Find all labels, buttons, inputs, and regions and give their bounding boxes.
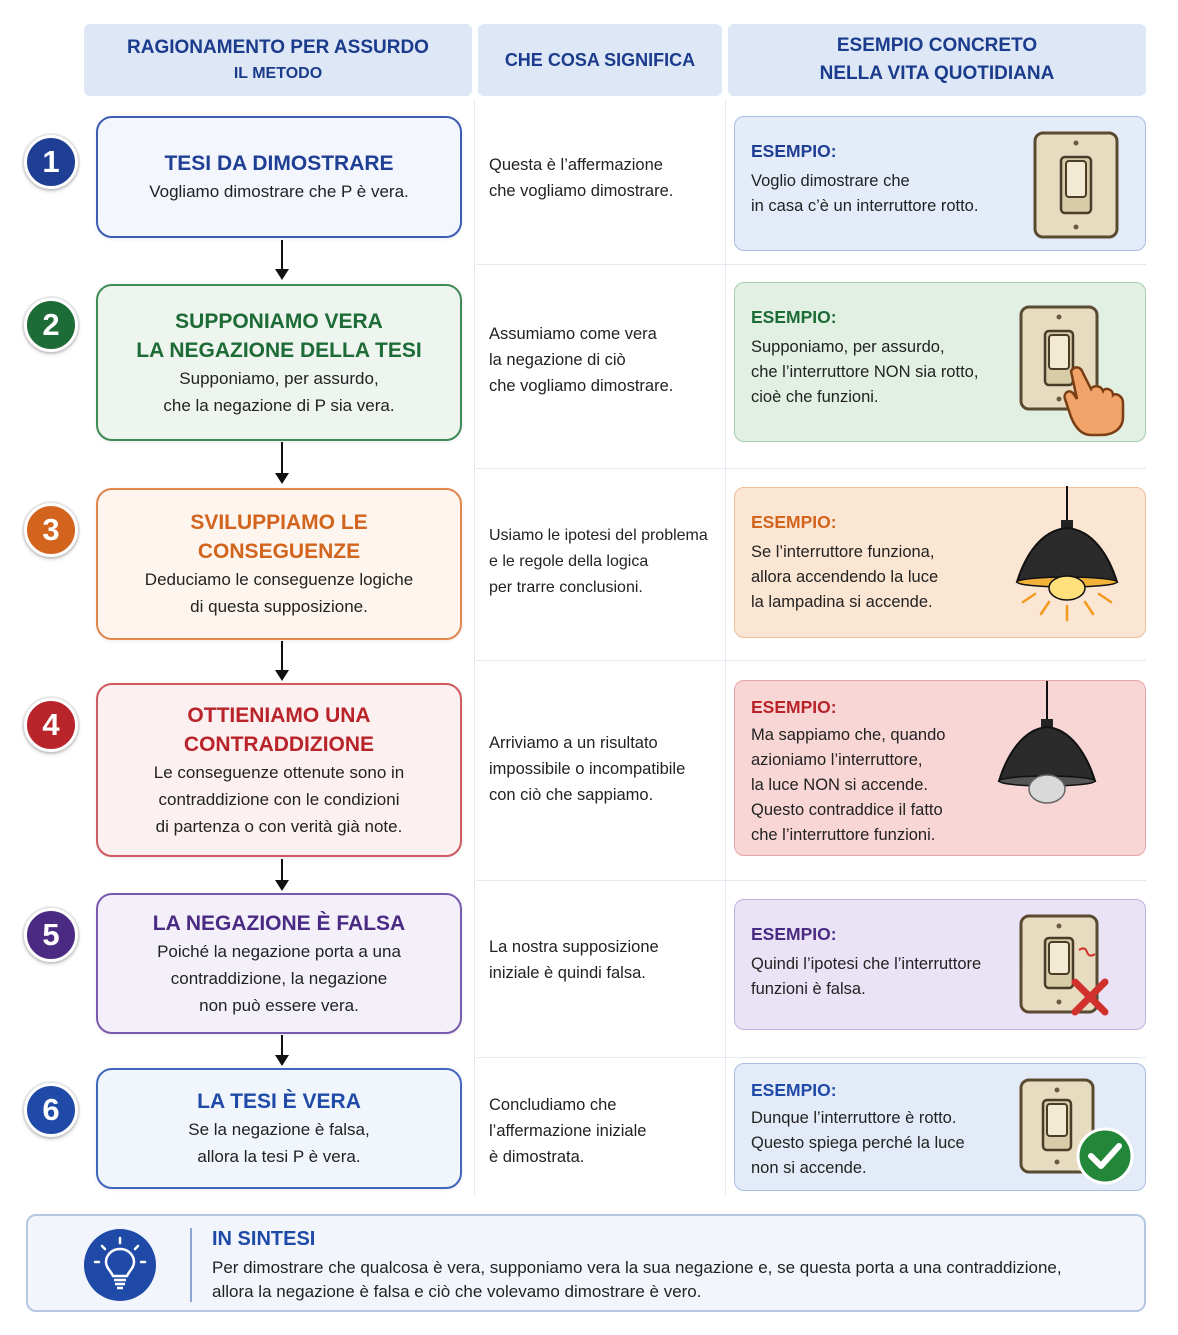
example-text: Se l’interruttore funziona, allora accendendo la luce la lampadina si accende. [751,543,939,611]
step-description: Se la negazione è falsa, allora la tesi P è vera. [188,1120,370,1166]
switch-check-icon [1019,1078,1135,1188]
lightbulb-icon [84,1229,156,1301]
flow-arrow [279,442,285,486]
summary-title: IN SINTESI [212,1228,316,1250]
column-divider [474,100,475,1195]
row-divider [476,660,1146,661]
example-label: ESEMPIO: [751,924,837,944]
step-box [96,488,462,640]
step-box [96,683,462,857]
row-divider [476,468,1146,469]
lamp-on-icon [1005,486,1129,626]
light-switch-icon [1033,131,1119,239]
step-box [96,116,462,238]
step-meaning: Questa è l’affermazione che vogliamo dimostrare. [489,156,674,200]
step-box [96,1068,462,1189]
step-number-badge [24,135,78,189]
header-example-line2: NELLA VITA QUOTIDIANA [819,63,1055,84]
step-box [96,893,462,1034]
step-description: Deduciamo le conseguenze logiche di questa supposizione. [144,570,414,616]
summary-text: Per dimostrare che qualcosa è vera, supponiamo vera la sua negazione e, se questa porta a una contraddizione, allora la negazione è falsa e ciò che volevamo dimostrare è vero. [212,1258,1062,1301]
example-card [734,680,1146,856]
example-label: ESEMPIO: [751,697,837,717]
header-example-line1: ESEMPIO CONCRETO [836,35,1038,56]
row-divider [476,880,1146,881]
step-description: Le conseguenze ottenute sono in contraddizione con le condizioni di partenza o con verità già note. [153,762,405,836]
step-box [96,284,462,441]
example-text: Supponiamo, per assurdo, che l’interruttore NON sia rotto, cioè che funzioni. [751,338,979,406]
step-title: SUPPONIAMO VERA LA NEGAZIONE DELLA TESI [136,309,422,362]
step-number: 1 [42,144,60,179]
example-card [734,487,1146,638]
step-description: Vogliamo dimostrare che P è vera. [149,182,409,201]
header-meaning [478,24,722,96]
header-method-title: RAGIONAMENTO PER ASSURDO [127,37,429,58]
row-divider [476,1057,1146,1058]
switch-press-icon [1019,305,1131,437]
step-meaning: Concludiamo che l’affermazione iniziale è dimostrata. [489,1096,647,1166]
step-title: LA TESI È VERA [197,1090,361,1113]
step-number: 4 [42,707,60,742]
flow-arrow [279,1035,285,1067]
example-text: Quindi l’ipotesi che l’interruttore funzioni è falsa. [751,955,982,998]
step-number: 6 [42,1092,60,1127]
example-label: ESEMPIO: [751,141,837,161]
step-number: 5 [42,917,60,952]
flow-arrow [279,859,285,892]
step-number: 3 [42,512,60,547]
step-title: TESI DA DIMOSTRARE [164,152,394,175]
header-method-subtitle: IL METODO [233,65,323,82]
summary-divider [190,1228,192,1302]
example-card [734,899,1146,1030]
lamp-off-icon [991,681,1103,811]
step-description: Supponiamo, per assurdo, che la negazione di P sia vera. [163,368,395,415]
header-method [84,24,472,96]
header-example [728,24,1146,96]
example-card [734,282,1146,442]
summary-box [26,1214,1146,1312]
step-number-badge [24,698,78,752]
step-meaning: Assumiamo come vera la negazione di ciò che vogliamo dimostrare. [489,325,674,395]
example-text: Voglio dimostrare che in casa c’è un interruttore rotto. [751,172,979,215]
example-card [734,1063,1146,1191]
flow-arrow [279,641,285,683]
step-meaning: Arriviamo a un risultato impossibile o incompatibile con ciò che sappiamo. [489,734,686,804]
example-label: ESEMPIO: [751,512,837,532]
step-number: 2 [42,307,60,342]
step-title: OTTIENIAMO UNA CONTRADDIZIONE [183,703,375,756]
example-text: Dunque l’interruttore è rotto. Questo spiega perché la luce non si accende. [751,1109,965,1177]
step-meaning: La nostra supposizione iniziale è quindi falsa. [489,938,659,982]
step-meaning: Usiamo le ipotesi del problema e le regole della logica per trarre conclusioni. [489,527,708,596]
step-number-badge [24,298,78,352]
step-number-badge [24,1083,78,1137]
example-text: Ma sappiamo che, quando azioniamo l’interruttore, la luce NON si accende. Questo contraddice il fatto che l’interruttore funzioni. [751,726,946,844]
step-number-badge [24,503,78,557]
row-divider [476,264,1146,265]
example-card [734,116,1146,251]
step-title: LA NEGAZIONE È FALSA [152,911,406,935]
flow-arrow [279,240,285,282]
header-meaning-title: CHE COSA SIGNIFICA [504,50,696,70]
example-label: ESEMPIO: [751,1080,837,1100]
example-label: ESEMPIO: [751,307,837,327]
switch-cross-icon [1019,914,1119,1018]
step-title: SVILUPPIAMO LE CONSEGUENZE [190,511,368,563]
step-description: Poiché la negazione porta a una contraddizione, la negazione non può essere vera. [157,941,401,1015]
step-number-badge [24,908,78,962]
